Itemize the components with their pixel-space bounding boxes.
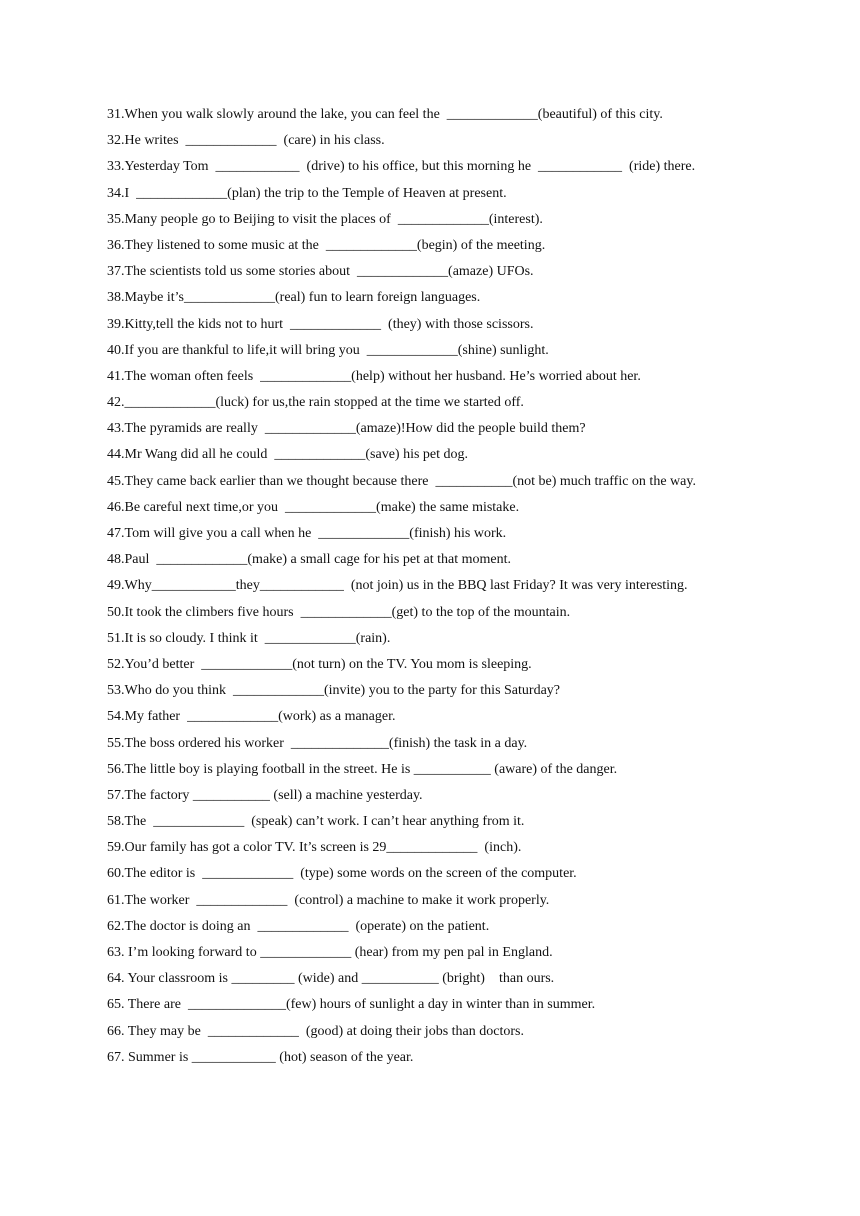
- exercise-item-52: [107, 652, 807, 678]
- exercise-item-40: [107, 338, 807, 364]
- exercise-item-35: [107, 207, 807, 233]
- item-text: 53.Who do you think _____________(invite) you to the party for this Saturday?: [107, 683, 560, 699]
- exercise-item-51: [107, 626, 807, 652]
- item-text: 38.Maybe it’s_____________(real) fun to learn foreign languages.: [107, 290, 481, 306]
- item-text: 64. Your classroom is _________ (wide) and ___________ (bright) than ours.: [107, 971, 555, 987]
- item-text: 59.Our family has got a color TV. It’s screen is 29_____________ (inch).: [107, 840, 522, 856]
- item-text: 58.The _____________ (speak) can’t work. I can’t hear anything from it.: [107, 814, 525, 830]
- exercise-item-36: [107, 233, 807, 259]
- exercise-item-59: [107, 835, 807, 861]
- exercise-item-66: [107, 1019, 807, 1045]
- exercise-item-43: [107, 416, 807, 442]
- item-text: 42._____________(luck) for us,the rain stopped at the time we started off.: [107, 395, 524, 411]
- item-text: 32.He writes _____________ (care) in his class.: [107, 133, 385, 149]
- item-text: 43.The pyramids are really _____________(amaze)!How did the people build them?: [107, 421, 586, 437]
- exercise-item-48: [107, 547, 807, 573]
- item-text: 47.Tom will give you a call when he _____________(finish) his work.: [107, 526, 507, 541]
- item-text: 52.You’d better _____________(not turn) on the TV. You mom is sleeping.: [107, 656, 532, 672]
- exercise-item-38: [107, 285, 807, 311]
- item-text: 34.I _____________(plan) the trip to the Temple of Heaven at present.: [107, 185, 507, 201]
- item-text: 33.Yesterday Tom ____________ (drive) to his office, but this morning he ____________ (ride) there.: [107, 159, 696, 175]
- item-text: 31.When you walk slowly around the lake, you can feel the _____________(beautiful) of this city.: [107, 107, 663, 122]
- item-text: 45.They came back earlier than we thought because there ___________(not be) much traffic on the way.: [107, 473, 696, 489]
- exercise-item-49: [107, 573, 807, 599]
- exercise-sheet: [107, 102, 807, 1071]
- item-text: 41.The woman often feels _____________(help) without her husband. He’s worried about her.: [107, 368, 641, 384]
- exercise-item-63: [107, 940, 807, 966]
- item-text: 61.The worker _____________ (control) a machine to make it work properly.: [107, 892, 550, 908]
- item-text: 57.The factory ___________ (sell) a machine yesterday.: [107, 787, 423, 803]
- item-text: 46.Be careful next time,or you _____________(make) the same mistake.: [107, 499, 520, 515]
- item-text: 67. Summer is ____________ (hot) season of the year.: [107, 1049, 414, 1065]
- item-text: 65. There are ______________(few) hours of sunlight a day in winter than in summer.: [107, 997, 596, 1013]
- exercise-item-47: [107, 521, 807, 547]
- exercise-item-44: [107, 442, 807, 468]
- item-text: 49.Why____________they____________ (not join) us in the BBQ last Friday? It was very interesting.: [107, 578, 688, 594]
- exercise-item-58: [107, 809, 807, 835]
- item-text: 63. I’m looking forward to _____________ (hear) from my pen pal in England.: [107, 945, 553, 960]
- exercise-item-33: [107, 154, 807, 180]
- item-text: 37.The scientists told us some stories about _____________(amaze) UFOs.: [107, 264, 534, 280]
- exercise-item-55: [107, 731, 807, 757]
- exercise-item-32: [107, 128, 807, 154]
- item-text: 51.It is so cloudy. I think it _____________(rain).: [107, 630, 391, 646]
- exercise-item-57: [107, 783, 807, 809]
- exercise-item-42: [107, 390, 807, 416]
- exercise-item-62: [107, 914, 807, 940]
- item-text: 50.It took the climbers five hours _____________(get) to the top of the mountain.: [107, 604, 571, 620]
- item-text: 55.The boss ordered his worker ______________(finish) the task in a day.: [107, 735, 528, 751]
- item-text: 36.They listened to some music at the _____________(begin) of the meeting.: [107, 237, 546, 253]
- exercise-item-65: [107, 992, 807, 1018]
- item-text: 60.The editor is _____________ (type) some words on the screen of the computer.: [107, 866, 577, 882]
- item-text: 62.The doctor is doing an _____________ (operate) on the patient.: [107, 918, 490, 934]
- exercise-item-45: [107, 469, 807, 495]
- exercise-item-56: [107, 757, 807, 783]
- item-text: 66. They may be _____________ (good) at doing their jobs than doctors.: [107, 1023, 524, 1039]
- exercise-item-34: [107, 181, 807, 207]
- item-text: 56.The little boy is playing football in the street. He is ___________ (aware) of the danger.: [107, 761, 618, 777]
- exercise-item-46: [107, 495, 807, 521]
- item-text: 44.Mr Wang did all he could _____________(save) his pet dog.: [107, 447, 469, 463]
- exercise-item-60: [107, 861, 807, 887]
- exercise-item-54: [107, 704, 807, 730]
- item-text: 48.Paul _____________(make) a small cage for his pet at that moment.: [107, 552, 511, 568]
- exercise-item-64: [107, 966, 807, 992]
- exercise-item-67: [107, 1045, 807, 1071]
- exercise-item-53: [107, 678, 807, 704]
- item-text: 40.If you are thankful to life,it will bring you _____________(shine) sunlight.: [107, 342, 549, 358]
- item-text: 35.Many people go to Beijing to visit the places of _____________(interest).: [107, 211, 543, 227]
- exercise-item-39: [107, 312, 807, 338]
- exercise-item-37: [107, 259, 807, 285]
- item-text: 39.Kitty,tell the kids not to hurt _____________ (they) with those scissors.: [107, 316, 534, 332]
- exercise-item-50: [107, 600, 807, 626]
- exercise-item-61: [107, 888, 807, 914]
- exercise-item-31: [107, 102, 807, 128]
- item-text: 54.My father _____________(work) as a manager.: [107, 709, 396, 725]
- exercise-item-41: [107, 364, 807, 390]
